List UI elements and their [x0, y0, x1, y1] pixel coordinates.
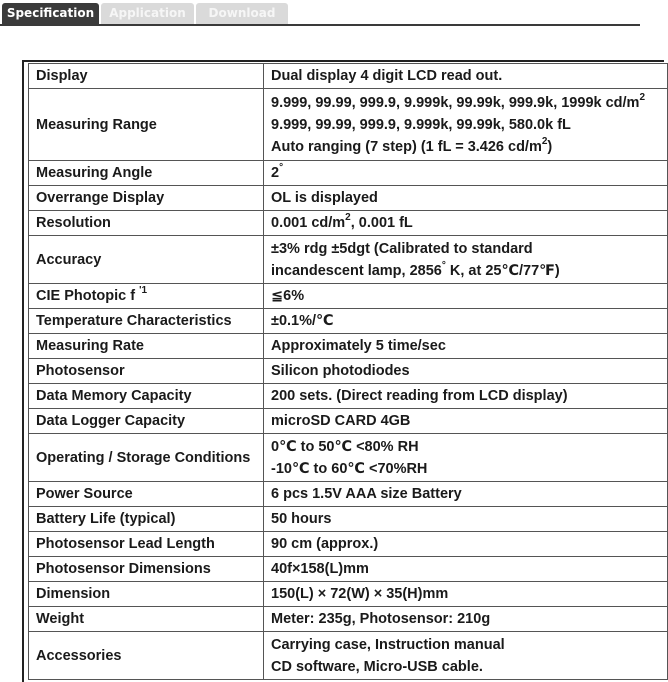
spec-label: Overrange Display [29, 186, 264, 211]
spec-value: 0℃ to 50℃ <80% RH -10℃ to 60℃ <70%RH [264, 434, 668, 482]
table-row [29, 236, 668, 284]
spec-value: 2° [264, 161, 668, 186]
table-row [29, 309, 668, 334]
spec-table [28, 63, 668, 680]
spec-label: Resolution [29, 211, 264, 236]
spec-value: 150(L) × 72(W) × 35(H)mm [264, 582, 668, 607]
spec-label: Battery Life (typical) [29, 507, 264, 532]
spec-value: 40f×158(L)mm [264, 557, 668, 582]
table-row [29, 89, 668, 161]
spec-value: ±3% rdg ±5dgt (Calibrated to standard incandescent lamp, 2856° K, at 25℃/77℉) [264, 236, 668, 284]
tab-bar-underline [0, 24, 640, 26]
spec-label: Measuring Range [29, 89, 264, 161]
spec-label: CIE Photopic f $^{'1}$ [29, 284, 264, 309]
table-row [29, 161, 668, 186]
tab-bar [0, 0, 640, 26]
spec-label: Data Memory Capacity [29, 384, 264, 409]
spec-label: Accuracy [29, 236, 264, 284]
spec-label: Display [29, 64, 264, 89]
table-row [29, 532, 668, 557]
spec-label: Data Logger Capacity [29, 409, 264, 434]
table-row [29, 186, 668, 211]
spec-label: Weight [29, 607, 264, 632]
spec-value: Dual display 4 digit LCD read out. [264, 64, 668, 89]
table-row [29, 284, 668, 309]
spec-value: 90 cm (approx.) [264, 532, 668, 557]
table-row [29, 359, 668, 384]
tab-download[interactable]: Download [196, 3, 288, 24]
table-row [29, 582, 668, 607]
spec-value: Approximately 5 time/sec [264, 334, 668, 359]
table-row [29, 64, 668, 89]
spec-value: microSD CARD 4GB [264, 409, 668, 434]
spec-label: Accessories [29, 632, 264, 680]
spec-value: 50 hours [264, 507, 668, 532]
spec-value: 9.999, 99.99, 999.9, 9.999k, 99.99k, 999.9k, 1999k $cd/m^2$ 9.999, 99.99, 999.9, 9.999k, 99.99k, 580.0k fL Auto ranging (7 step) (1 fL = 3.426 $cd/m^2$) [264, 89, 668, 161]
spec-value: OL is displayed [264, 186, 668, 211]
spec-label: Dimension [29, 582, 264, 607]
spec-label: Photosensor [29, 359, 264, 384]
tab-application[interactable]: Application [101, 3, 194, 24]
spec-value: 200 sets. (Direct reading from LCD display) [264, 384, 668, 409]
table-row [29, 607, 668, 632]
table-row [29, 334, 668, 359]
table-row [29, 434, 668, 482]
spec-label: Operating / Storage Conditions [29, 434, 264, 482]
table-row [29, 507, 668, 532]
table-row [29, 211, 668, 236]
spec-label: Photosensor Lead Length [29, 532, 264, 557]
table-row [29, 632, 668, 680]
spec-label: Measuring Angle [29, 161, 264, 186]
table-row [29, 557, 668, 582]
table-row [29, 409, 668, 434]
spec-value: Carrying case, Instruction manual CD software, Micro-USB cable. [264, 632, 668, 680]
spec-label: Power Source [29, 482, 264, 507]
spec-value: ±0.1%/℃ [264, 309, 668, 334]
spec-value: Meter: 235g, Photosensor: 210g [264, 607, 668, 632]
spec-value: ≦6% [264, 284, 668, 309]
spec-value: 0.001 $cd/m^2$, 0.001 fL [264, 211, 668, 236]
spec-value: 6 pcs 1.5V AAA size Battery [264, 482, 668, 507]
table-row [29, 482, 668, 507]
spec-value: Silicon photodiodes [264, 359, 668, 384]
table-row [29, 384, 668, 409]
tab-specification[interactable]: Specification [2, 3, 99, 24]
spec-label: Photosensor Dimensions [29, 557, 264, 582]
spec-label: Temperature Characteristics [29, 309, 264, 334]
spec-label: Measuring Rate [29, 334, 264, 359]
